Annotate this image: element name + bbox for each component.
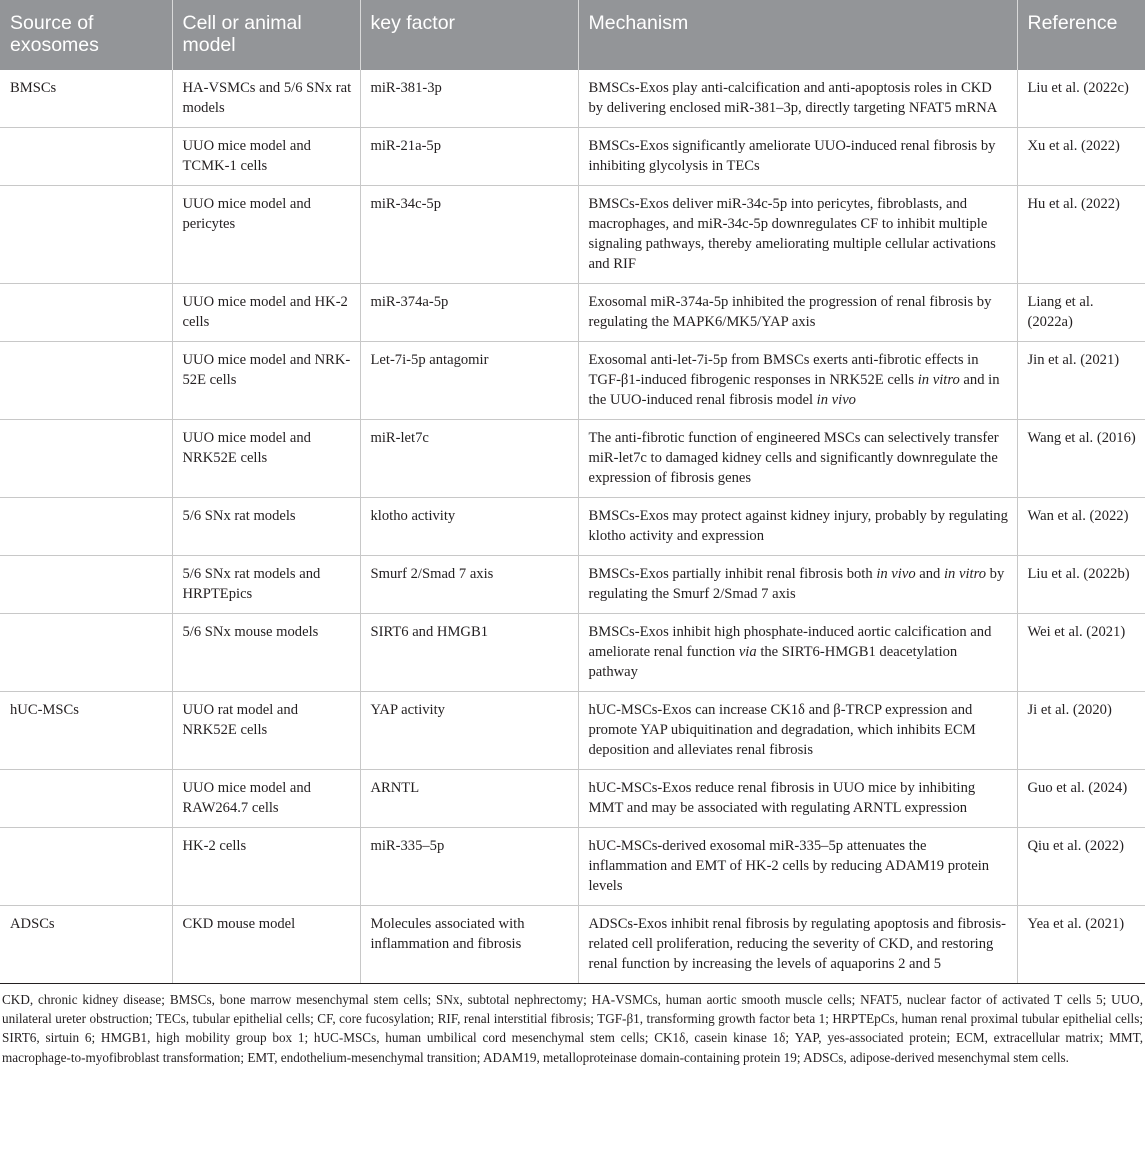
cell-reference: Wan et al. (2022) — [1017, 498, 1145, 556]
cell-key-factor: miR-335–5p — [360, 828, 578, 906]
mechanism-text: Exosomal anti-let-7i-5p from BMSCs exerts anti-fibrotic effects in TGF-β1-induced fibrogenic responses in NRK52E cells — [588, 352, 979, 388]
table-row — [0, 420, 1145, 498]
cell-model: UUO mice model and pericytes — [172, 186, 360, 284]
cell-reference: Xu et al. (2022) — [1017, 128, 1145, 186]
cell-reference: Qiu et al. (2022) — [1017, 828, 1145, 906]
cell-source — [0, 186, 172, 284]
mechanism-text: The anti-fibrotic function of engineered MSCs can selectively transfer miR-let7c to damaged kidney cells and significantly downregulate the expression of fibrosis genes — [588, 430, 999, 486]
mechanism-text: BMSCs-Exos play anti-calcification and anti-apoptosis roles in CKD by delivering enclosed miR-381–3p, directly targeting NFAT5 mRNA — [588, 80, 998, 116]
mechanism-text: and — [915, 566, 944, 582]
cell-source: ADSCs — [0, 906, 172, 984]
cell-mechanism — [578, 420, 1017, 498]
mechanism-text: BMSCs-Exos inhibit high phosphate-induced aortic calcification and ameliorate renal function — [588, 624, 992, 660]
cell-mechanism — [578, 556, 1017, 614]
mechanism-text: BMSCs-Exos may protect against kidney injury, probably by regulating klotho activity and expression — [588, 508, 1008, 544]
cell-source — [0, 284, 172, 342]
mechanism-text: Exosomal miR-374a-5p inhibited the progression of renal fibrosis by regulating the MAPK6/MK5/YAP axis — [588, 294, 992, 330]
cell-key-factor: YAP activity — [360, 692, 578, 770]
mechanism-text: by regulating the Smurf 2/Smad 7 axis — [588, 566, 1005, 602]
cell-mechanism — [578, 128, 1017, 186]
cell-source — [0, 128, 172, 186]
table-row — [0, 828, 1145, 906]
header-model: Cell or animal model — [172, 0, 360, 70]
cell-source — [0, 828, 172, 906]
mechanism-italic-text: in vivo — [816, 392, 856, 408]
table-row — [0, 770, 1145, 828]
cell-mechanism — [578, 70, 1017, 128]
mechanism-italic-text: in vitro — [917, 372, 960, 388]
cell-mechanism — [578, 906, 1017, 984]
cell-model: UUO mice model and HK-2 cells — [172, 284, 360, 342]
cell-model: UUO mice model and NRK52E cells — [172, 420, 360, 498]
cell-source — [0, 420, 172, 498]
header-source: Source of exosomes — [0, 0, 172, 70]
cell-key-factor: Smurf 2/Smad 7 axis — [360, 556, 578, 614]
table-row — [0, 906, 1145, 984]
mechanism-italic-text: via — [738, 644, 757, 660]
cell-key-factor: ARNTL — [360, 770, 578, 828]
cell-source — [0, 498, 172, 556]
mechanism-italic-text: in vivo — [876, 566, 916, 582]
cell-mechanism — [578, 186, 1017, 284]
table-row — [0, 342, 1145, 420]
cell-model: UUO mice model and TCMK-1 cells — [172, 128, 360, 186]
mechanism-text: hUC-MSCs-Exos can increase CK1δ and β-TRCP expression and promote YAP ubiquitination and degradation, which inhibits ECM deposition and alleviates renal fibrosis — [588, 702, 976, 758]
cell-source — [0, 770, 172, 828]
cell-key-factor: SIRT6 and HMGB1 — [360, 614, 578, 692]
cell-key-factor: miR-381-3p — [360, 70, 578, 128]
cell-model: UUO rat model and NRK52E cells — [172, 692, 360, 770]
cell-mechanism — [578, 828, 1017, 906]
mechanism-text: the SIRT6-HMGB1 deacetylation pathway — [588, 644, 958, 680]
mechanism-text: hUC-MSCs-derived exosomal miR-335–5p attenuates the inflammation and EMT of HK-2 cells by reducing ADAM19 protein levels — [588, 838, 990, 894]
cell-model: UUO mice model and RAW264.7 cells — [172, 770, 360, 828]
table-row — [0, 70, 1145, 128]
header-factor: key factor — [360, 0, 578, 70]
cell-key-factor: Molecules associated with inflammation and fibrosis — [360, 906, 578, 984]
cell-mechanism — [578, 614, 1017, 692]
cell-mechanism — [578, 692, 1017, 770]
table-row — [0, 614, 1145, 692]
table-row — [0, 186, 1145, 284]
cell-reference: Liu et al. (2022c) — [1017, 70, 1145, 128]
cell-model: 5/6 SNx rat models — [172, 498, 360, 556]
mechanism-italic-text: in vitro — [944, 566, 987, 582]
cell-reference: Liu et al. (2022b) — [1017, 556, 1145, 614]
mechanism-text: BMSCs-Exos partially inhibit renal fibrosis both — [588, 566, 877, 582]
cell-key-factor: miR-let7c — [360, 420, 578, 498]
table-row — [0, 128, 1145, 186]
cell-key-factor: miR-21a-5p — [360, 128, 578, 186]
table-footnote: CKD, chronic kidney disease; BMSCs, bone marrow mesenchymal stem cells; SNx, subtotal nephrectomy; HA-VSMCs, human aortic smooth muscle cells; NFAT5, nuclear factor of activated T cells 5; UUO, unilateral ureter obstruction; TECs, tubular epithelial cells; CF, core fucosylation; RIF, renal interstitial fibrosis; TGF-β1, transforming growth factor beta 1; HRPTEpCs, human renal proximal tubular epithelial cells; SIRT6, sirtuin 6; HMGB1, high mobility group box 1; hUC-MSCs, human umbilical cord mesenchymal stem cells; CK1δ, casein kinase 1δ; YAP, yes-associated protein; ECM, extracellular matrix; MMT, macrophage-to-myofibroblast transformation; EMT, endothelium-mesenchymal transition; ADAM19, metalloproteinase domain-containing protein 19; ADSCs, adipose-derived mesenchymal stem cells. — [2, 992, 1143, 1065]
mechanism-text: ADSCs-Exos inhibit renal fibrosis by regulating apoptosis and fibrosis-related cell proliferation, reducing the severity of CKD, and restoring renal function by increasing the levels of aquaporins 2 and 5 — [588, 916, 1007, 972]
cell-key-factor: miR-34c-5p — [360, 186, 578, 284]
cell-model: HK-2 cells — [172, 828, 360, 906]
cell-mechanism — [578, 770, 1017, 828]
cell-source: BMSCs — [0, 70, 172, 128]
cell-source — [0, 614, 172, 692]
cell-model: HA-VSMCs and 5/6 SNx rat models — [172, 70, 360, 128]
mechanism-text: hUC-MSCs-Exos reduce renal fibrosis in UUO mice by inhibiting MMT and may be associated with regulating ARNTL expression — [588, 780, 976, 816]
cell-reference: Wei et al. (2021) — [1017, 614, 1145, 692]
cell-reference: Liang et al. (2022a) — [1017, 284, 1145, 342]
cell-reference: Yea et al. (2021) — [1017, 906, 1145, 984]
cell-reference: Wang et al. (2016) — [1017, 420, 1145, 498]
cell-model: CKD mouse model — [172, 906, 360, 984]
cell-mechanism — [578, 498, 1017, 556]
table-row — [0, 284, 1145, 342]
cell-model: 5/6 SNx rat models and HRPTEpics — [172, 556, 360, 614]
table-row — [0, 692, 1145, 770]
cell-source — [0, 342, 172, 420]
mechanism-text: BMSCs-Exos deliver miR-34c-5p into pericytes, fibroblasts, and macrophages, and miR-34c-5p downregulates CF to inhibit multiple signaling pathways, thereby ameliorating multiple cellular activations and RIF — [588, 196, 996, 272]
header-reference: Reference — [1017, 0, 1145, 70]
cell-model: 5/6 SNx mouse models — [172, 614, 360, 692]
table-row — [0, 556, 1145, 614]
mechanism-text: BMSCs-Exos significantly ameliorate UUO-induced renal fibrosis by inhibiting glycolysis in TECs — [588, 138, 996, 174]
mechanism-text: and in the UUO-induced renal fibrosis model — [588, 372, 1000, 408]
cell-source — [0, 556, 172, 614]
cell-mechanism — [578, 284, 1017, 342]
cell-mechanism — [578, 342, 1017, 420]
cell-reference: Ji et al. (2020) — [1017, 692, 1145, 770]
cell-reference: Guo et al. (2024) — [1017, 770, 1145, 828]
header-mechanism: Mechanism — [578, 0, 1017, 70]
cell-reference: Hu et al. (2022) — [1017, 186, 1145, 284]
header-row — [0, 0, 1145, 70]
table-row — [0, 498, 1145, 556]
cell-key-factor: klotho activity — [360, 498, 578, 556]
cell-source: hUC-MSCs — [0, 692, 172, 770]
cell-key-factor: Let-7i-5p antagomir — [360, 342, 578, 420]
cell-reference: Jin et al. (2021) — [1017, 342, 1145, 420]
cell-key-factor: miR-374a-5p — [360, 284, 578, 342]
cell-model: UUO mice model and NRK-52E cells — [172, 342, 360, 420]
